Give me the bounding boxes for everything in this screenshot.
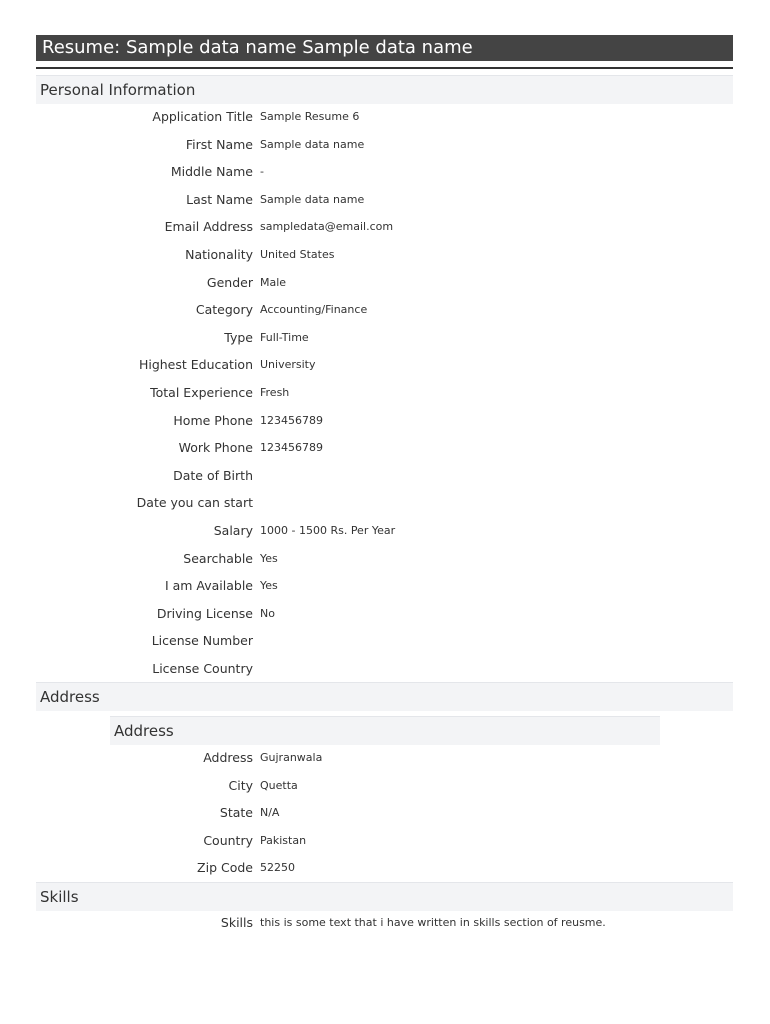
- field-label: Skills: [220, 915, 253, 930]
- field-label: Address: [203, 750, 253, 765]
- field-label: Last Name: [186, 191, 253, 207]
- field-row: [0, 241, 770, 269]
- field-label: Email Address: [164, 219, 253, 235]
- field-row: [0, 489, 770, 517]
- field-value: Fresh: [260, 385, 290, 399]
- field-value: University: [260, 358, 316, 372]
- field-row: [0, 296, 770, 324]
- field-row: [0, 744, 770, 772]
- field-label: Gender: [206, 274, 253, 290]
- field-value: 123456789: [260, 441, 323, 455]
- field-label: Nationality: [185, 246, 253, 262]
- field-value: Male: [260, 275, 287, 289]
- field-value: Quetta: [260, 778, 298, 792]
- field-row: [0, 627, 770, 655]
- field-label: Searchable: [183, 550, 253, 566]
- field-value: Full-Time: [260, 330, 309, 344]
- field-row: [0, 772, 770, 800]
- field-row: [0, 462, 770, 490]
- field-row: [0, 186, 770, 214]
- field-row: [0, 103, 770, 131]
- field-value: Yes: [260, 579, 278, 593]
- subsection-address: Address: [110, 716, 660, 745]
- field-row: [0, 351, 770, 379]
- field-value: Yes: [260, 551, 278, 565]
- field-value: 52250: [260, 861, 295, 875]
- field-value: 1000 - 1500 Rs. Per Year: [260, 523, 396, 537]
- field-label: City: [228, 777, 253, 793]
- section-address: Address: [36, 682, 733, 711]
- field-value: Sample Resume 6: [260, 110, 360, 123]
- field-row: [0, 572, 770, 600]
- field-row: [0, 655, 770, 683]
- field-value: 123456789: [260, 413, 323, 427]
- field-label: Date you can start: [136, 495, 253, 511]
- field-row: [0, 854, 770, 882]
- title-divider: [36, 67, 733, 69]
- field-label: Category: [195, 302, 253, 318]
- section-personal-information: Personal Information: [36, 75, 733, 104]
- field-label: State: [219, 805, 253, 821]
- field-label: Country: [203, 832, 253, 848]
- field-label: Zip Code: [197, 860, 253, 876]
- field-label: Total Experience: [150, 384, 253, 400]
- field-value: -: [260, 165, 264, 179]
- field-row: [0, 324, 770, 352]
- personal-information-list: [0, 103, 770, 682]
- section-skills: Skills: [36, 882, 733, 911]
- field-value: United States: [260, 247, 335, 261]
- field-label: Type: [224, 329, 253, 345]
- field-label: Application Title: [152, 109, 253, 124]
- skills-list: [0, 909, 770, 937]
- field-label: Highest Education: [138, 357, 253, 373]
- field-row: [0, 213, 770, 241]
- field-row: [0, 827, 770, 855]
- field-value: Sample data name: [260, 192, 365, 206]
- field-row: [0, 545, 770, 573]
- field-label: First Name: [185, 136, 253, 152]
- field-row: [0, 158, 770, 186]
- field-label: License Country: [152, 660, 253, 676]
- field-label: Driving License: [156, 605, 253, 621]
- field-label: Work Phone: [178, 440, 253, 456]
- field-label: Date of Birth: [173, 467, 253, 483]
- field-label: Salary: [213, 522, 253, 538]
- field-row: [0, 909, 770, 937]
- field-label: Middle Name: [170, 164, 253, 180]
- field-label: I am Available: [164, 578, 253, 594]
- field-row: [0, 517, 770, 545]
- field-row: [0, 269, 770, 297]
- field-row: [0, 600, 770, 628]
- field-value: Sample data name: [260, 137, 365, 151]
- field-value: Pakistan: [260, 833, 307, 847]
- field-value: N/A: [260, 806, 280, 820]
- address-list: [0, 744, 770, 882]
- field-row: [0, 434, 770, 462]
- field-label: Home Phone: [173, 412, 253, 428]
- field-value: this is some text that i have written in skills section of reusme.: [260, 916, 606, 929]
- field-value: sampledata@email.com: [260, 220, 394, 234]
- resume-title: Resume: Sample data name Sample data name: [36, 35, 733, 61]
- field-row: [0, 131, 770, 159]
- field-value: No: [260, 606, 275, 620]
- field-row: [0, 799, 770, 827]
- field-label: License Number: [151, 633, 253, 649]
- field-value: Gujranwala: [260, 751, 323, 764]
- field-row: [0, 379, 770, 407]
- field-value: Accounting/Finance: [260, 303, 368, 317]
- field-row: [0, 407, 770, 435]
